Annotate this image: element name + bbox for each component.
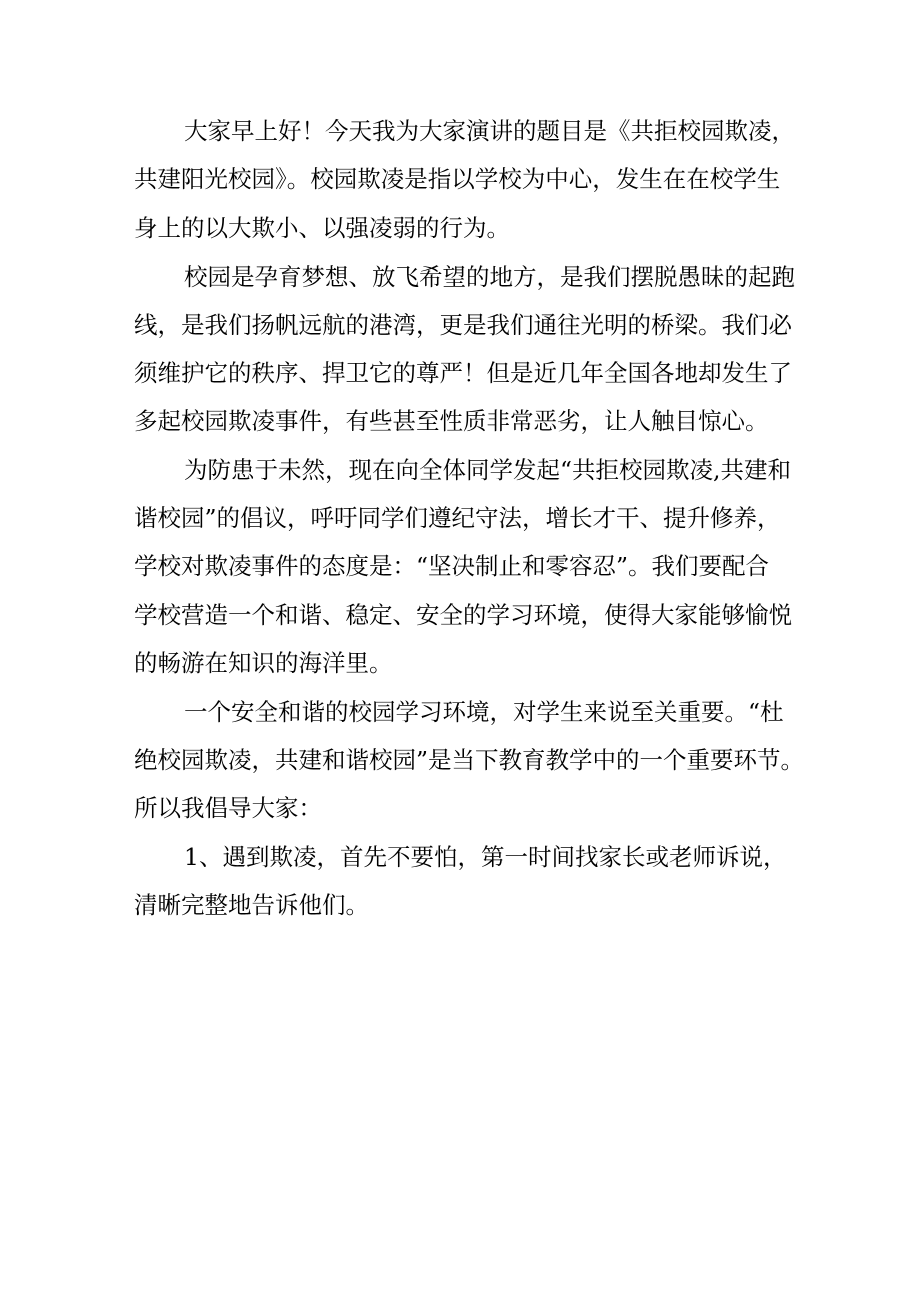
text-line: 共建阳光校园》。校园欺凌是指以学校为中心，发生在在校学生 [134,165,781,193]
text-line: 学校对欺凌事件的态度是：“坚决制止和零容忍”。我们要配合 [134,552,770,580]
text-line: 谐校园”的倡议，呼吁同学们遵纪守法，增长才干、提升修养， [134,504,781,532]
text-line: 清晰完整地告诉他们。 [134,891,369,919]
text-line: 为防患于未然，现在向全体同学发起“共拒校园欺凌,共建和 [184,456,791,484]
text-line: 一个安全和谐的校园学习环境，对学生来说至关重要。“杜 [184,698,784,726]
text-line: 大家早上好！今天我为大家演讲的题目是《共拒校园欺凌， [184,117,795,145]
text-line: 绝校园欺凌，共建和谐校园”是当下教育教学中的一个重要环节。 [134,746,805,774]
text-line: 学校营造一个和谐、稳定、安全的学习环境，使得大家能够愉悦 [134,601,792,629]
text-line: 校园是孕育梦想、放飞希望的地方，是我们摆脱愚昧的起跑 [184,263,795,291]
text-line: 1、遇到欺凌，首先不要怕，第一时间找家长或老师诉说， [184,843,787,871]
text-line: 须维护它的秩序、捍卫它的尊严！但是近几年全国各地却发生了 [134,359,792,387]
text-line: 多起校园欺凌事件，有些甚至性质非常恶劣，让人触目惊心。 [134,407,769,435]
text-line: 的畅游在知识的海洋里。 [134,649,393,677]
text-line: 所以我倡导大家： [134,794,322,822]
text-line: 身上的以大欺小、以强凌弱的行为。 [134,214,510,242]
text-line: 线，是我们扬帆远航的港湾，更是我们通往光明的桥梁。我们必 [134,311,792,339]
